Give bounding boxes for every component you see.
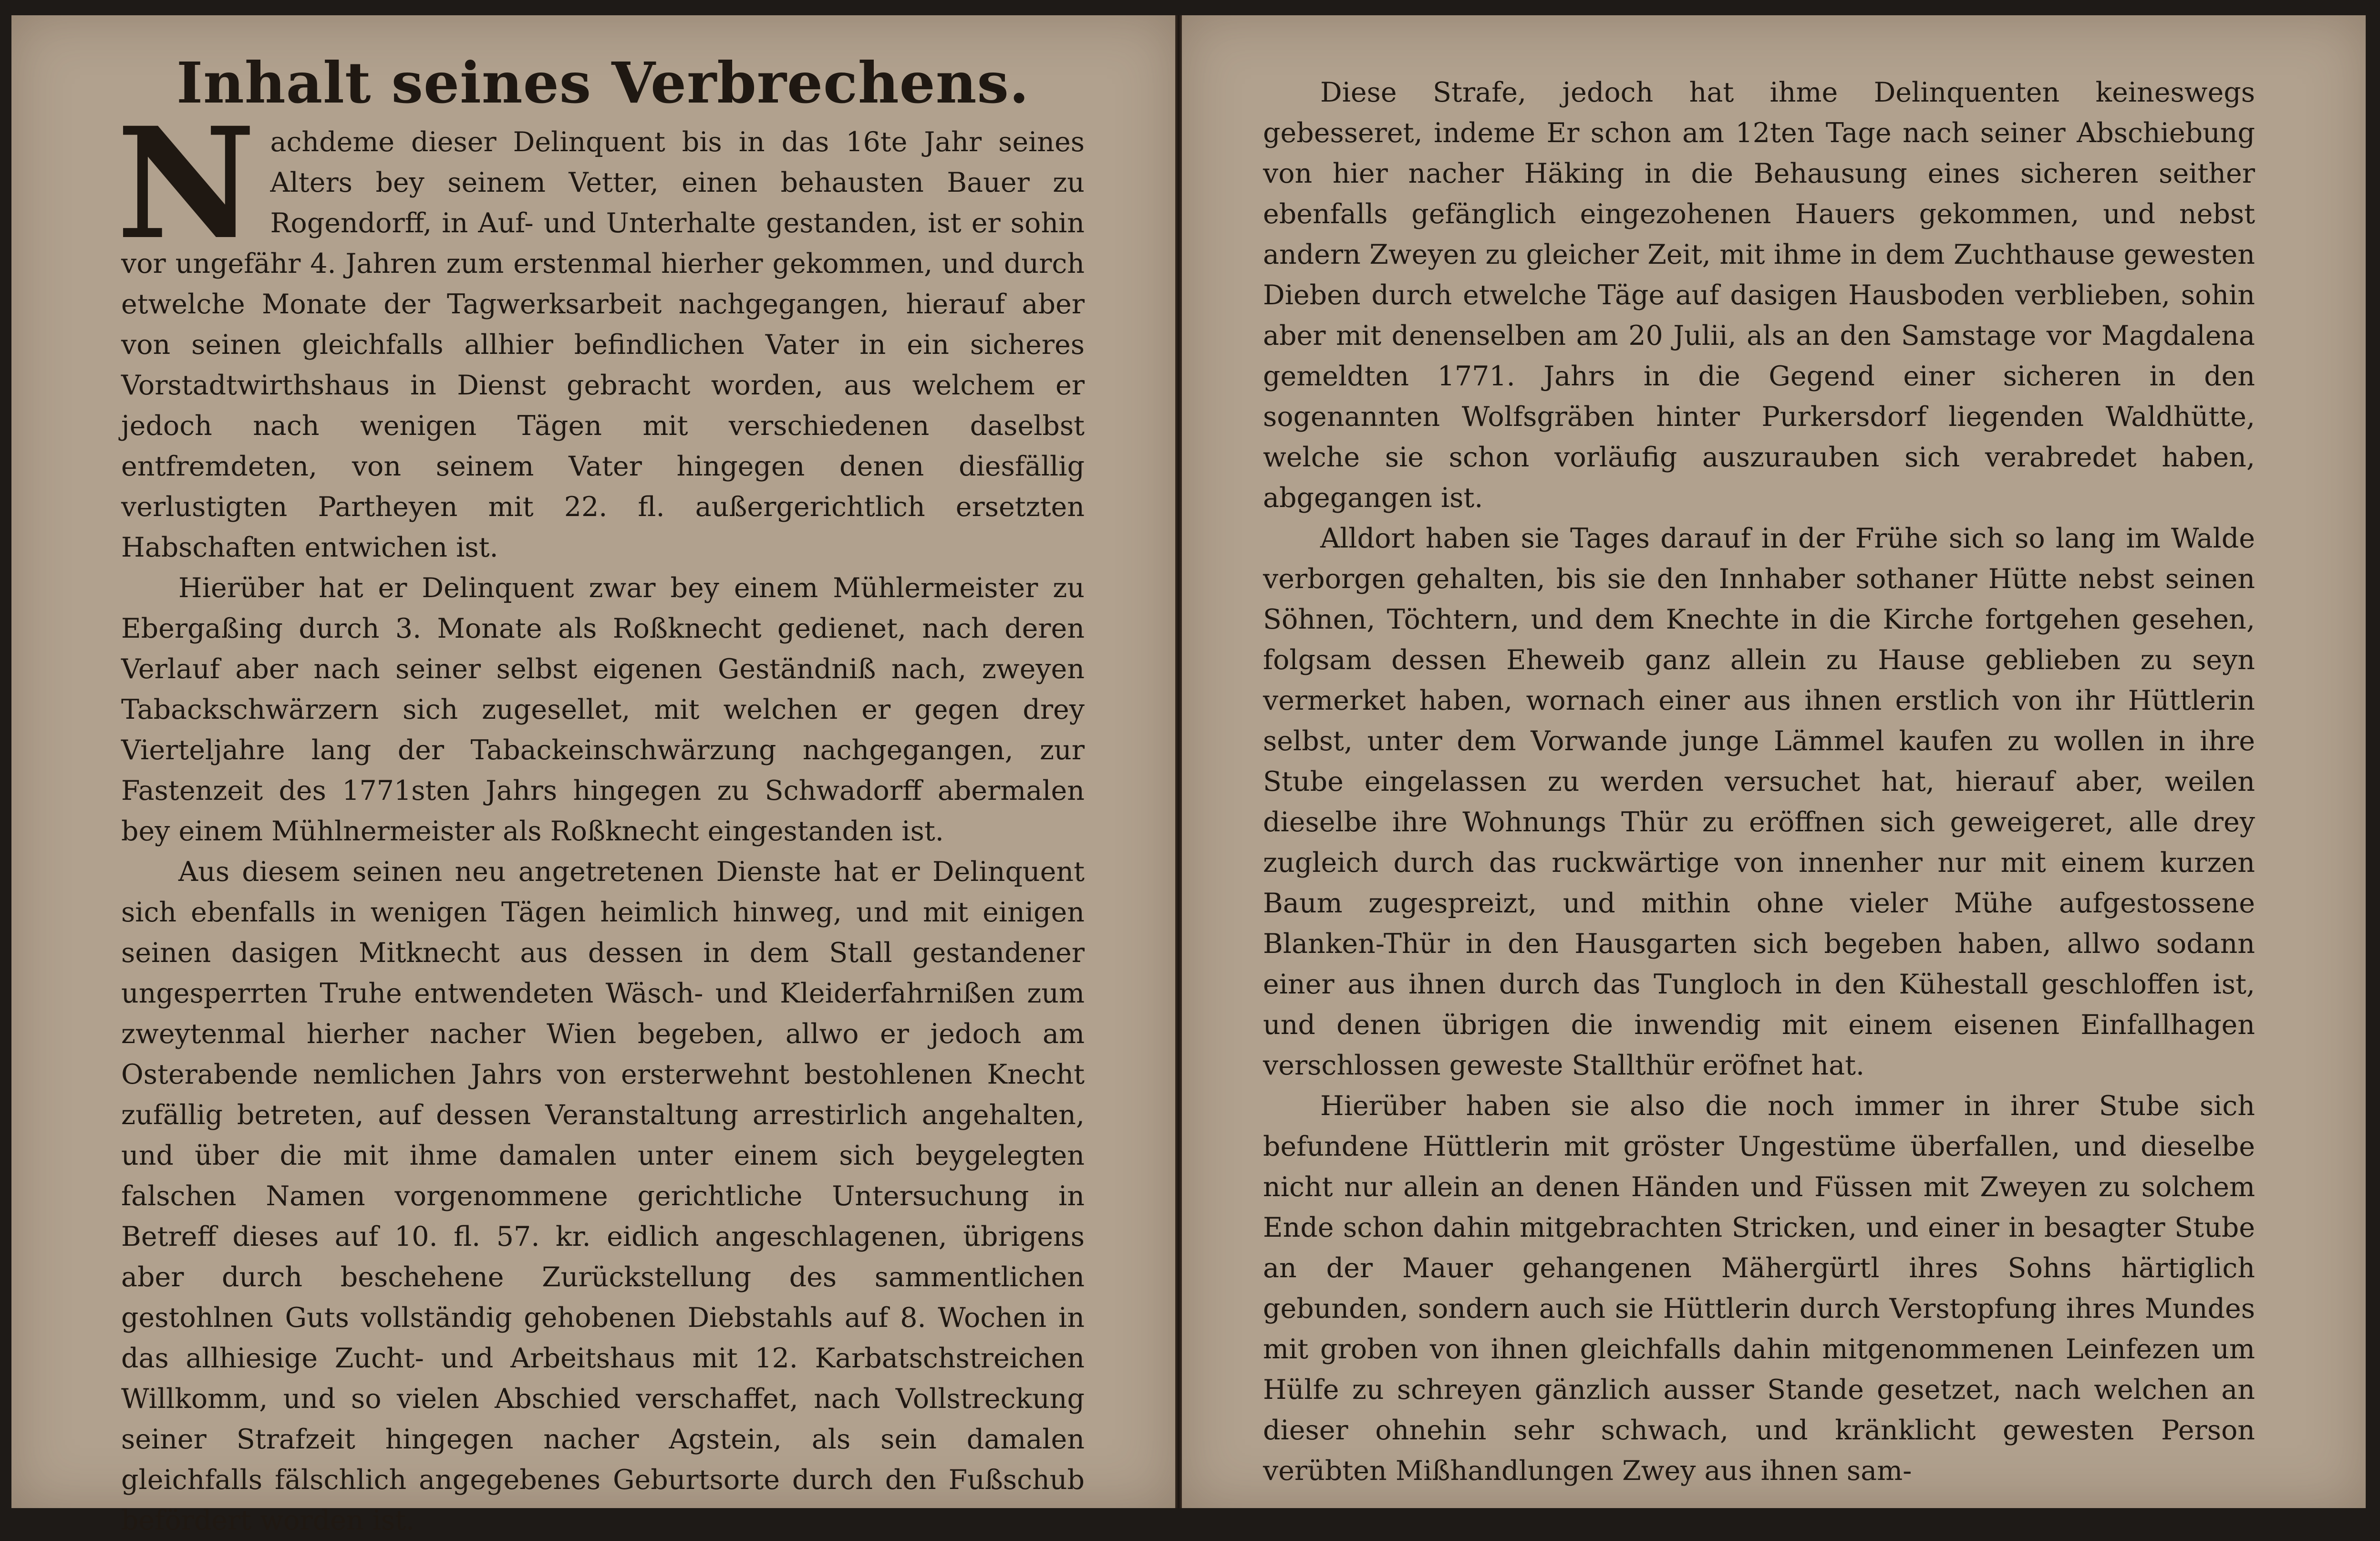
section-heading: Inhalt seines Verbrechens. (176, 50, 1030, 116)
paragraph-6: Hierüber haben sie also die noch immer in ihrer Stube sich befundene Hüttlerin mit gröster Ungestüme überfallen, und dieselbe nicht nur allein an denen Händen und Füssen mit Zweyen zu solchem Ende schon dahin mitgebrachten Stricken, und einer in besagter Stube an der Mauer gehangenen Mähergürtl ihres Sohns härtiglich gebunden, sondern auch sie Hüttlerin durch Verstopfung ihres Mundes mit groben von ihnen gleichfalls dahin mitgenommenen Leinfezen um Hülfe zu schreyen gänzlich ausser Stande gesetzet, nach welchen an dieser ohnehin sehr schwach, und kränklicht gewesten Person verübten Mißhandlungen Zwey aus ihnen sam- (1263, 1090, 2255, 1487)
paragraph-1-text: achdeme dieser Delinquent bis in das 16te Jahr seines Alters bey seinem Vetter, einen behausten Bauer zu Rogendorff, in Auf- und Unterhalte gestanden, ist er sohin vor ungefähr 4. Jahren zum erstenmal hierher gekommen, und durch etwelche Monate der Tagwerksarbeit nachgegangen, hierauf aber von seinen gleichfalls allhier befindlichen Vater in ein sicheres Vorstadtwirthshaus in Dienst gebracht worden, aus welchem er jedoch nach wenigen Tägen mit verschiedenen daselbst entfremdeten, von seinem Vater hingegen denen diesfällig verlustigten Partheyen mit 22. fl. außergerichtlich ersetzten Habschaften entwichen ist. (121, 126, 1085, 563)
right-page-text (1263, 72, 2255, 1491)
paragraph-1 (116, 94, 1085, 568)
book-gutter (1175, 15, 1182, 1508)
paragraph-4: Diese Strafe, jedoch hat ihme Delinquenten keineswegs gebesseret, indeme Er schon am 12ten Tage nach seiner Abschiebung von hier nacher Häking in die Behausung eines sicheren seither ebenfalls gefänglich eingezohenen Hauers gekommen, und nebst andern Zweyen zu gleicher Zeit, mit ihme in dem Zuchthause gewesten Dieben durch etwelche Täge auf dasigen Hausboden verblieben, sohin aber mit denenselben am 20 Julii, als an den Samstage vor Magdalena gemeldten 1771. Jahrs in die Gegend einer sicheren in den sogenannten Wolfsgräben hinter Purkersdorf liegenden Waldhütte, welche sie schon vorläufig auszurauben sich verabredet haben, abgegangen ist. (1263, 77, 2255, 514)
paragraph-3: Aus diesem seinen neu angetretenen Dienste hat er Delinquent sich ebenfalls in wenigen Tägen heimlich hinweg, und mit einigen seinen dasigen Mitknecht aus dessen in dem Stall gestandener ungesperrten Truhe entwendeten Wäsch- und Kleiderfahrnißen zum zweytenmal hierher nacher Wien begeben, allwo er jedoch am Osterabende nemlichen Jahrs von ersterwehnt bestohlenen Knecht zufällig betreten, auf dessen Veranstaltung arrestirlich angehalten, und über die mit ihme damalen unter einem sich beygelegten falschen Namen vorgenommene gerichtliche Untersuchung in Betreff dieses auf 10. fl. 57. kr. eidlich angeschlagenen, übrigens aber durch beschehene Zurückstellung des sammentlichen gestohlnen Guts vollständig gehobenen Diebstahls auf 8. Wochen in das allhiesige Zucht- und Arbeitshaus mit 12. Karbatschstreichen Willkomm, und so vielen Abschied verschaffet, nach Vollstreckung seiner Strafzeit hingegen nacher Agstein, als sein damalen gleichfalls fälschlich angegebenes Geburtsorte durch den Fußschub befördert worden ist. (121, 856, 1085, 1536)
left-page (11, 15, 1175, 1536)
paragraph-5: Alldort haben sie Tages darauf in der Frühe sich so lang im Walde verborgen gehalten, bis sie den Innhaber sothaner Hütte nebst seinen Söhnen, Töchtern, und dem Knechte in die Kirche fortgehen gesehen, folgsam dessen Eheweib ganz allein zu Hause geblieben zu seyn vermerket haben, wornach einer aus ihnen erstlich von ihr Hüttlerin selbst, unter dem Vorwande junge Lämmel kaufen zu wollen in ihre Stube eingelassen zu werden versuchet hat, hierauf aber, weilen dieselbe ihre Wohnungs Thür zu eröffnen sich geweigeret, alle drey zugleich durch das ruckwärtige von innenher nur mit einem kurzen Baum zugespreizt, und mithin ohne vieler Mühe aufgestossene Blanken-Thür in den Hausgarten sich begeben haben, allwo sodann einer aus ihnen durch das Tungloch in den Kühestall geschloffen ist, und denen übrigen die inwendig mit einem eisenen Einfallhagen verschlossen geweste Stallthür eröfnet hat. (1263, 523, 2255, 1081)
paragraph-2: Hierüber hat er Delinquent zwar bey einem Mühlermeister zu Ebergaßing durch 3. Monate als Roßknecht gedienet, nach deren Verlauf aber nach seiner selbst eigenen Geständniß nach, zweyen Tabackschwärzern sich zugesellet, mit welchen er gegen drey Vierteljahre lang der Tabackeinschwärzung nachgegangen, zur Fastenzeit des 1771sten Jahrs hingegen zu Schwadorff abermalen bey einem Mühlnermeister als Roßknecht eingestanden ist. (121, 572, 1085, 847)
drop-cap-initial: N (116, 94, 256, 273)
right-page (1182, 15, 2366, 1508)
left-page-text (116, 44, 1085, 1541)
